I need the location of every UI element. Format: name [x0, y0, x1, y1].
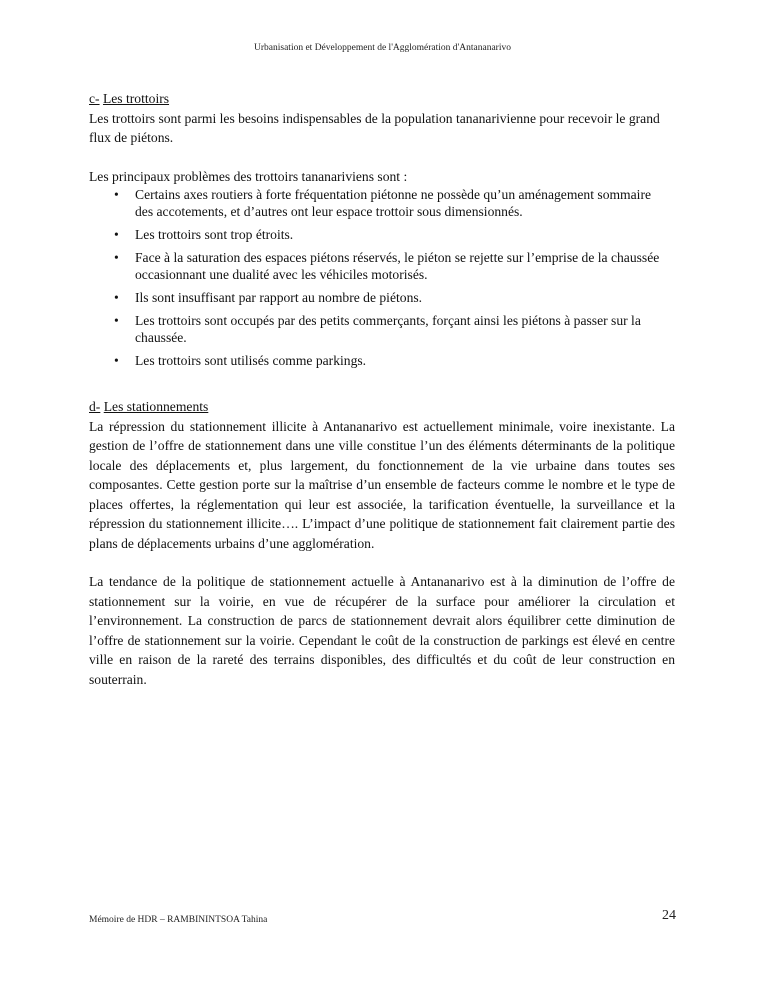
trottoirs-problem-list: [89, 186, 675, 369]
list-item: • Les trottoirs sont trop étroits.: [135, 226, 675, 243]
footer-author: Mémoire de HDR – RAMBININTSOA Tahina: [89, 915, 268, 925]
section-c: [89, 89, 675, 369]
page-content: [89, 89, 675, 689]
list-item: • Les trottoirs sont occupés par des petits commerçants, forçant ainsi les piétons à passer sur la chaussée.: [135, 312, 675, 346]
list-item: • Certains axes routiers à forte fréquentation piétonne ne possède qu’un aménagement sommaire des accotements, et d’autres ont leur espace trottoir sous dimensionnés.: [135, 186, 675, 220]
section-c-heading: [89, 89, 675, 109]
spacer: [89, 375, 675, 397]
section-d: [89, 397, 675, 689]
section-d-heading: [89, 397, 675, 417]
list-item: • Ils sont insuffisant par rapport au nombre de piétons.: [135, 289, 675, 306]
page-number: 24: [662, 908, 676, 923]
section-d-title: Les stationnements: [103, 399, 209, 414]
list-item: • Les trottoirs sont utilisés comme parkings.: [135, 352, 675, 369]
spacer: [89, 553, 675, 572]
section-c-number: c-: [89, 91, 100, 106]
section-c-lead: Les principaux problèmes des trottoirs tananariviens sont :: [89, 168, 408, 184]
list-item: • Face à la saturation des espaces piétons réservés, le piéton se rejette sur l’emprise de la chaussée occasionnant une dualité avec les véhiciles motorisés.: [135, 249, 675, 283]
spacer: [89, 148, 675, 167]
section-c-intro: Les trottoirs sont parmi les besoins indispensables de la population tananarivienne pour recevoir le grand flux de piétons.: [89, 110, 660, 145]
section-d-number: d-: [89, 399, 101, 414]
section-c-title: Les trottoirs: [102, 91, 170, 106]
section-d-paragraph-1: La répression du stationnement illicite à Antananarivo est actuellement minimale, voire inexistante. La gestion de l’offre de stationnement dans une ville constitue l’un des éléments déterminants de la politique locale des déplacements et, plus largement, du fonctionnement de la vie urbaine dans toutes ses composantes. Cette gestion porte sur la maîtrise d’un ensemble de facteurs comme le nombre et le type de places offertes, la réglementation qui leur est associée, la tarification éventuelle, la surveillance et la répression du stationnement illicite…. L’impact d’une politique de stationnement fait clairement partie des plans de déplacements urbains d’une agglomération.: [89, 418, 675, 551]
section-d-paragraph-2: La tendance de la politique de stationnement actuelle à Antananarivo est à la diminution de l’offre de stationnement sur la voirie, en vue de récupérer de la surface pour améliorer la circulation et l’environnement. La construction de parcs de stationnement devrait alors équilibrer cette diminution de l’offre de stationnement sur la voirie. Cependant le coût de la construction de parkings est élevé en centre ville en raison de la rareté des terrains disponibles, des difficultés et du coût de leur construction en souterrain.: [89, 574, 675, 687]
running-header: Urbanisation et Développement de l'Agglomération d'Antananarivo: [254, 43, 511, 53]
